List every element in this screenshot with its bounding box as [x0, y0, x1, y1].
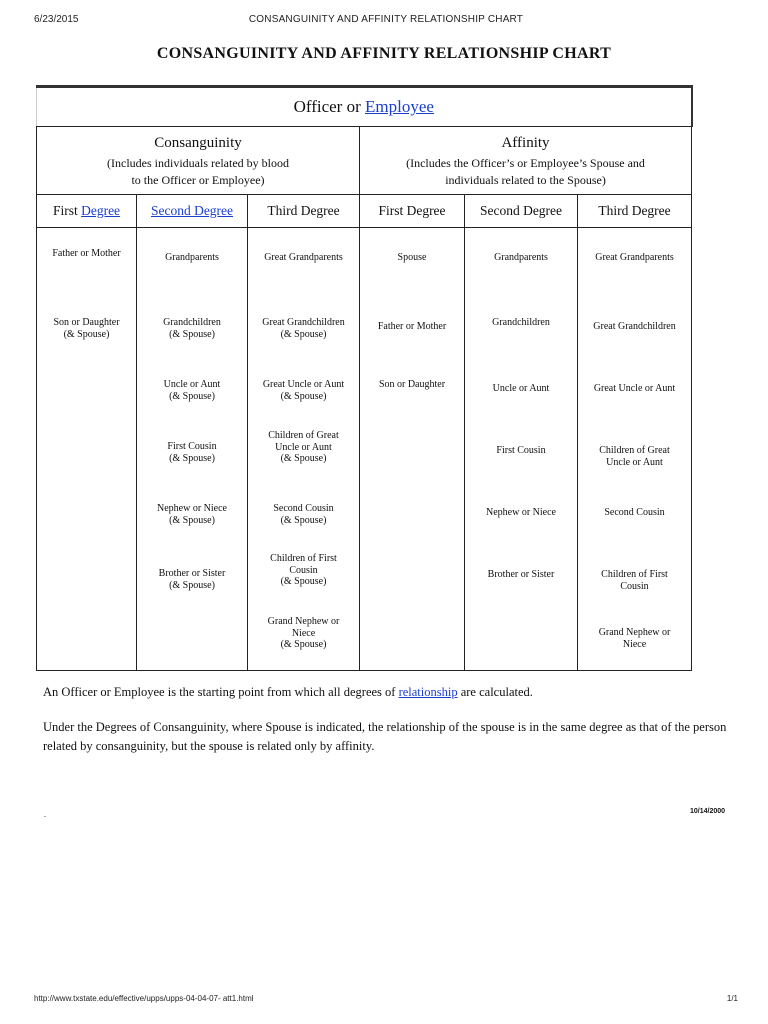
relation-item — [250, 430, 357, 465]
consanguinity-third-degree-column — [248, 228, 360, 671]
relation-item — [39, 317, 134, 340]
relation-item — [139, 317, 245, 340]
relation-item — [139, 441, 245, 464]
consanguinity-title: Consanguinity — [154, 135, 242, 151]
relation-label: Uncle or Aunt — [606, 456, 663, 468]
relation-item — [580, 252, 689, 264]
relation-label: Grandparents — [494, 252, 548, 263]
note-spouse-degree: Under the Degrees of Consanguinity, where Spouse is indicated, the relationship of the spouse is in the same degree as that of the person related by consanguinity, but the spouse is related only by affinity. — [43, 720, 727, 753]
officer-header — [37, 87, 692, 127]
affinity-title: Affinity — [501, 135, 550, 151]
relation-item — [467, 507, 575, 519]
stray-dot: . — [44, 810, 46, 819]
relation-item — [39, 248, 134, 260]
relation-item — [362, 252, 462, 264]
relation-label: (& Spouse) — [280, 639, 327, 650]
note-starting-point — [43, 683, 728, 702]
relation-label: First Cousin — [167, 441, 217, 452]
affinity-third-degree-header: Third Degree — [578, 195, 692, 228]
relation-label: Brother or Sister — [487, 569, 555, 580]
relation-label: Brother or Sister — [158, 568, 226, 579]
relation-item — [580, 383, 689, 395]
affinity-subtitle — [360, 155, 691, 189]
relation-label: (& Spouse) — [280, 328, 327, 340]
affinity-second-degree-header: Second Degree — [465, 195, 578, 228]
relation-item — [580, 445, 689, 468]
relation-item — [467, 445, 575, 457]
affinity-second-degree-column — [465, 228, 578, 671]
relation-label: Cousin — [620, 580, 649, 592]
page-url: http://www.txstate.edu/effective/upps/upps-04-04-07- att1.html — [34, 994, 254, 1003]
relation-label: Grandparents — [165, 252, 219, 263]
relation-item — [250, 553, 357, 588]
relation-label: Grandchildren — [163, 317, 221, 328]
relation-item — [250, 616, 357, 651]
relation-item — [139, 568, 245, 591]
relationship-link[interactable]: relationship — [398, 685, 458, 699]
relation-item — [467, 252, 575, 264]
affinity-header — [360, 127, 692, 195]
relation-label: Children of Great — [268, 430, 339, 441]
relation-item — [250, 503, 357, 526]
relation-item — [139, 503, 245, 526]
relation-label: (& Spouse) — [169, 579, 215, 591]
relation-label: Nephew or Niece — [486, 507, 556, 518]
relation-label: (& Spouse) — [63, 328, 110, 340]
relation-label: Niece — [622, 638, 647, 650]
relation-item — [467, 383, 575, 395]
note1-suffix: are calculated. — [457, 685, 533, 699]
page-number: 1/1 — [726, 994, 738, 1003]
relation-label: (& Spouse) — [280, 390, 327, 402]
relation-label: Great Uncle or Aunt — [262, 379, 345, 390]
relation-label: Great Grandchildren — [593, 321, 676, 332]
affinity-first-degree-column — [360, 228, 465, 671]
consanguinity-second-degree-header — [137, 195, 248, 228]
print-date: 6/23/2015 — [34, 14, 79, 25]
affinity-first-degree-header: First Degree — [360, 195, 465, 228]
relation-label: First Cousin — [496, 445, 546, 456]
relation-label: (& Spouse) — [280, 453, 327, 464]
consanguinity-subtitle-line2: to the Officer or Employee) — [131, 173, 265, 187]
affinity-third-degree-column — [578, 228, 692, 671]
print-title: CONSANGUINITY AND AFFINITY RELATIONSHIP CHART — [248, 14, 524, 25]
document-title: CONSANGUINITY AND AFFINITY RELATIONSHIP CHART — [156, 45, 612, 62]
relation-label: Second Cousin — [604, 507, 665, 518]
relation-label: Children of First — [270, 553, 337, 564]
relation-item — [580, 627, 689, 650]
revision-date: 10/14/2000 — [690, 808, 726, 815]
affinity-subtitle-line2: individuals related to the Spouse) — [445, 173, 606, 187]
consanguinity-subtitle — [37, 155, 359, 189]
relation-label: Great Grandparents — [595, 252, 674, 263]
relation-item — [139, 379, 245, 402]
relation-item — [250, 317, 357, 340]
relation-item — [250, 379, 357, 402]
relation-label: Cousin — [289, 564, 318, 576]
consanguinity-header — [37, 127, 360, 195]
relation-label: Grand Nephew or — [598, 627, 671, 638]
relationship-chart-table — [36, 85, 693, 671]
relation-label: Father or Mother — [52, 248, 121, 259]
relation-label: Son or Daughter — [378, 379, 446, 390]
employee-link[interactable]: Employee — [365, 97, 434, 116]
degree-link[interactable]: Degree — [81, 203, 121, 218]
relation-label: Great Grandparents — [264, 252, 343, 263]
relation-item — [362, 321, 462, 333]
relation-label: Children of Great — [599, 445, 670, 456]
relation-label: (& Spouse) — [169, 452, 215, 464]
consanguinity-second-degree-column — [137, 228, 248, 671]
relation-label: (& Spouse) — [280, 514, 327, 526]
relation-label: Second Cousin — [273, 503, 334, 514]
relation-item — [580, 507, 689, 519]
relation-label: Children of First — [601, 569, 668, 580]
consanguinity-third-degree-header: Third Degree — [248, 195, 360, 228]
print-header — [34, 14, 738, 28]
relation-label: (& Spouse) — [280, 576, 327, 587]
relation-label: Father or Mother — [377, 321, 447, 332]
relation-item — [580, 569, 689, 592]
first-degree-prefix: First — [52, 203, 82, 218]
consanguinity-first-degree-header — [37, 195, 137, 228]
relation-label: (& Spouse) — [169, 514, 215, 526]
relation-label: Son or Daughter — [53, 317, 120, 328]
relation-item — [580, 321, 689, 333]
relation-item — [362, 379, 462, 391]
relation-item — [467, 317, 575, 329]
consanguinity-subtitle-line1: (Includes individuals related by blood — [107, 156, 289, 170]
officer-label: Officer or — [293, 97, 366, 116]
note1-text: An Officer or Employee is the starting point from which all degrees of — [43, 685, 399, 699]
relation-label: Great Uncle or Aunt — [593, 383, 676, 394]
relation-label: Uncle or Aunt — [275, 441, 332, 453]
relation-label: Uncle or Aunt — [163, 379, 221, 390]
relation-label: Uncle or Aunt — [492, 383, 550, 394]
relation-label: Niece — [291, 627, 316, 639]
relation-label: Nephew or Niece — [157, 503, 227, 514]
affinity-subtitle-line1: (Includes the Officer’s or Employee’s Spouse and — [406, 156, 645, 170]
relation-item — [467, 569, 575, 581]
relation-label: (& Spouse) — [169, 390, 215, 402]
relation-label: Great Grandchildren — [262, 317, 345, 328]
relation-item — [250, 252, 357, 264]
relation-label: Spouse — [397, 252, 427, 263]
relation-label: (& Spouse) — [169, 328, 215, 340]
relation-label: Grand Nephew or — [267, 616, 340, 627]
consanguinity-first-degree-column — [37, 228, 137, 671]
second-degree-link[interactable]: Second Degree — [150, 203, 234, 218]
relation-label: Grandchildren — [492, 317, 550, 328]
relation-item — [139, 252, 245, 264]
